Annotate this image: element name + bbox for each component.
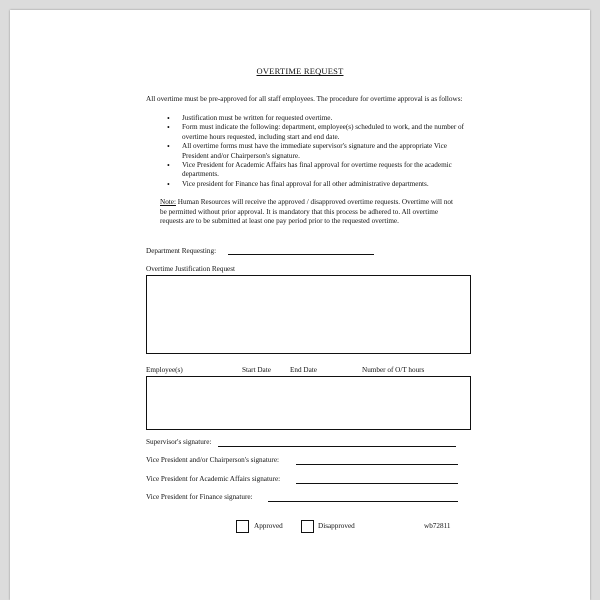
approved-label: Approved xyxy=(254,522,283,530)
note-text: Human Resources will receive the approved / disapproved overtime requests. Overtime will not be permitted without prior approval. It is mandatory that this process be adhered to. All overtime requests are to be submitted at least one pay period prior to the requested overtime. xyxy=(160,198,454,226)
form-title: OVERTIME REQUEST xyxy=(256,66,344,76)
disapproved-label: Disapproved xyxy=(318,522,355,530)
start-date-label: Start Date xyxy=(242,366,271,374)
list-item: • Vice President for Academic Affairs has final approval for overtime requests for the academic departments. xyxy=(160,161,470,180)
procedure-list xyxy=(160,114,470,189)
list-item: • Form must indicate the following: department, employee(s) scheduled to work, and the number of overtime hours requested, including start and end date. xyxy=(160,123,470,142)
department-field[interactable] xyxy=(228,254,374,255)
vp-chair-signature-label: Vice President and/or Chairperson's signature: xyxy=(146,456,279,464)
employees-textarea[interactable] xyxy=(146,376,471,430)
justification-label: Overtime Justification Request xyxy=(146,265,236,273)
justification-textarea[interactable] xyxy=(146,275,471,354)
disapproved-checkbox[interactable] xyxy=(301,520,314,533)
list-item: • All overtime forms must have the immediate supervisor's signature and the appropriate Vice President and/or Chairperson's signature. xyxy=(160,142,470,161)
supervisor-signature-label: Supervisor's signature: xyxy=(146,438,212,446)
vp-finance-signature-label: Vice President for Finance signature: xyxy=(146,493,253,501)
vp-chair-signature-field[interactable] xyxy=(296,464,458,465)
intro-paragraph: All overtime must be pre-approved for all staff employees. The procedure for overtime approval is as follows: xyxy=(146,95,463,103)
supervisor-signature-field[interactable] xyxy=(218,446,456,447)
end-date-label: End Date xyxy=(290,366,317,374)
ot-hours-label: Number of O/T hours xyxy=(362,366,425,374)
list-item: • Vice president for Finance has final approval for all other administrative departments. xyxy=(160,180,470,189)
department-label: Department Requesting: xyxy=(146,247,217,255)
vp-academic-signature-label: Vice President for Academic Affairs signature: xyxy=(146,475,281,483)
approved-checkbox[interactable] xyxy=(236,520,249,533)
note-label: Note: xyxy=(160,198,176,206)
vp-finance-signature-field[interactable] xyxy=(268,501,458,502)
employees-label: Employee(s) xyxy=(146,366,183,374)
form-code: wb72811 xyxy=(424,522,451,530)
note-paragraph xyxy=(160,198,460,227)
list-item: • Justification must be written for requested overtime. xyxy=(160,114,470,123)
vp-academic-signature-field[interactable] xyxy=(296,483,458,484)
